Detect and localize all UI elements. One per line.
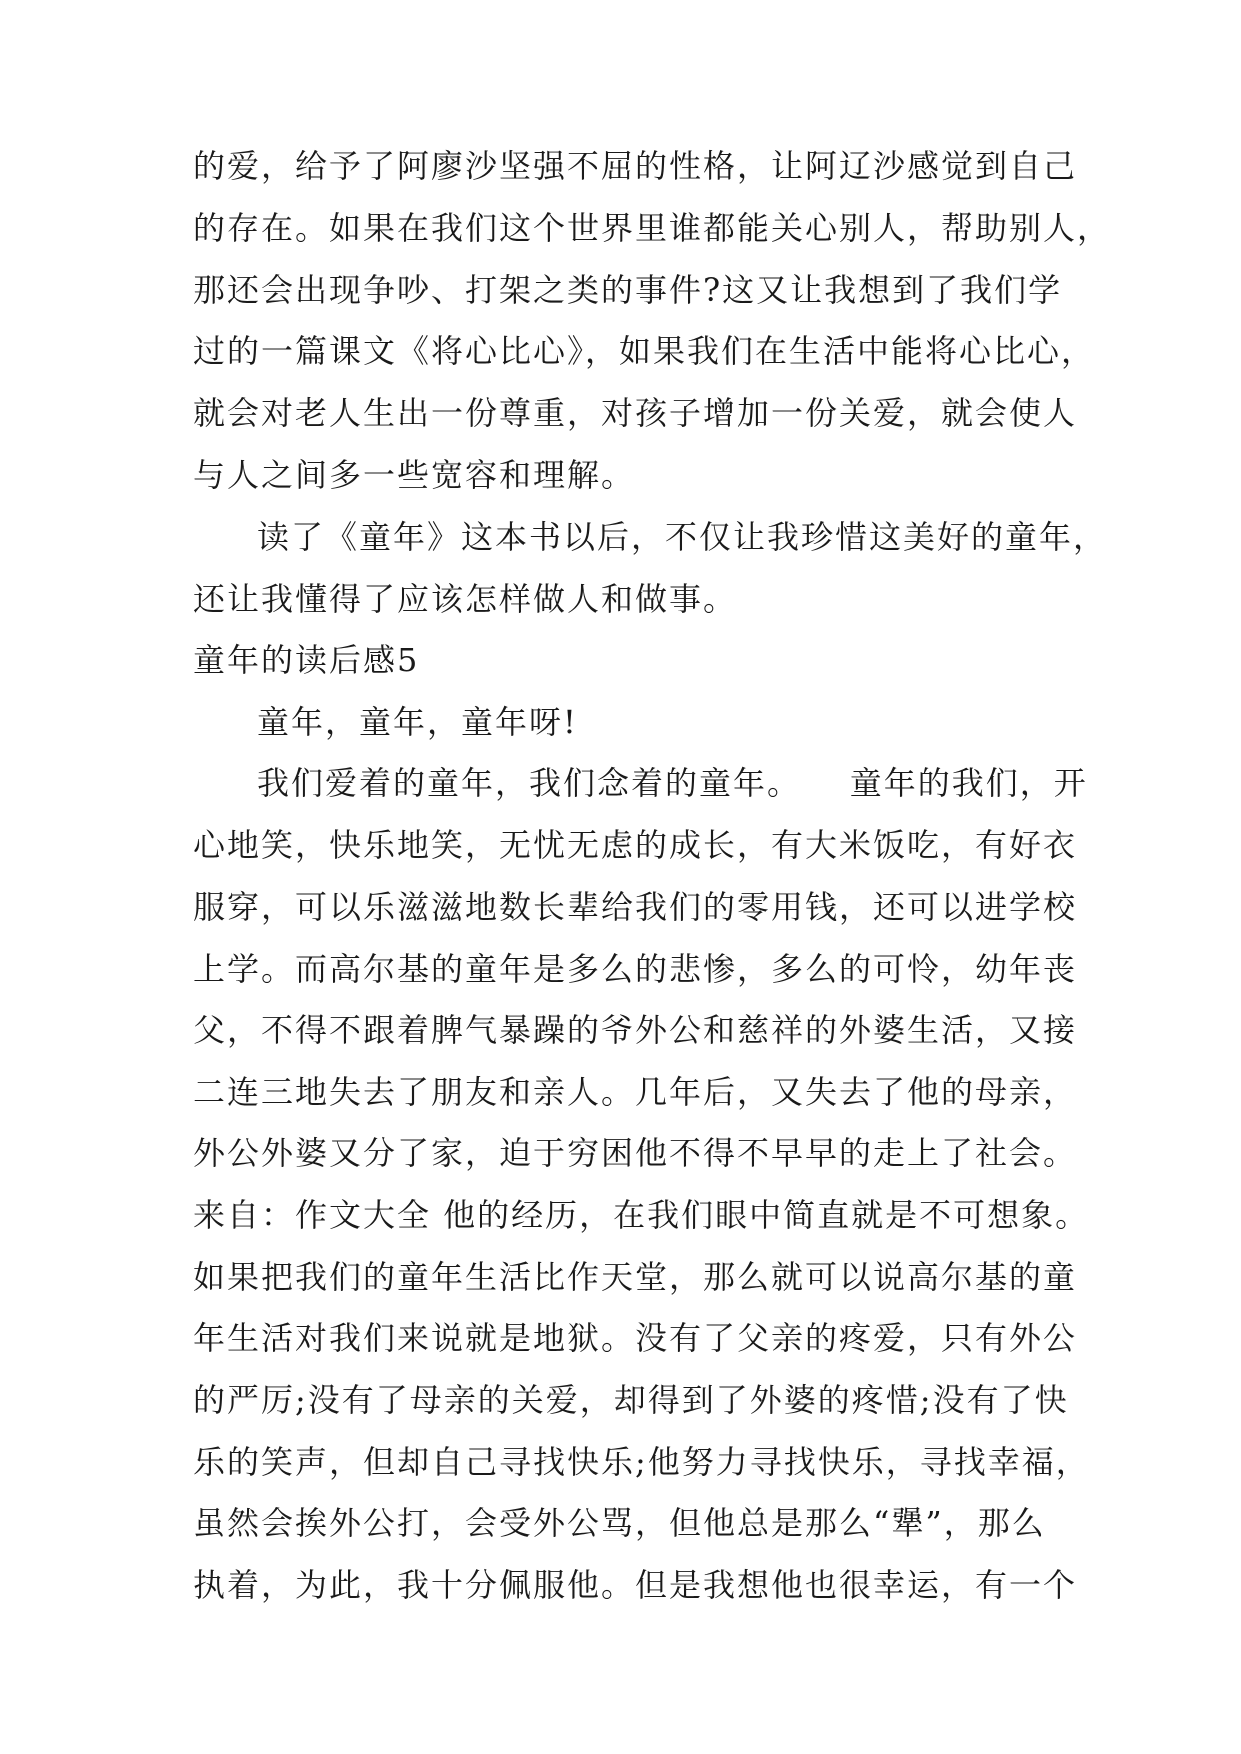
text-line: 的严厉;没有了母亲的关爱，却得到了外婆的疼惜;没有了快	[193, 1381, 1069, 1419]
text-line: 过的一篇课文《将心比心》，如果我们在生活中能将心比心，	[193, 332, 1096, 370]
text-line: 的存在。如果在我们这个世界里谁都能关心别人，帮助别人，	[193, 209, 1112, 247]
text-line: 与人之间多一些宽容和理解。	[193, 456, 636, 494]
text-line: 心地笑，快乐地笑，无忧无虑的成长，有大米饭吃，有好衣	[193, 826, 1078, 864]
paragraph-first-line: 我们爱着的童年，我们念着的童年。 童年的我们，开	[257, 764, 1088, 802]
text-line: 乐的笑声，但却自己寻找快乐;他努力寻找快乐，寻找幸福，	[193, 1443, 1090, 1481]
text-line: 虽然会挨外公打，会受外公骂，但他总是那么“犟”，那么	[193, 1504, 1046, 1542]
text-line: 服穿，可以乐滋滋地数长辈给我们的零用钱，还可以进学校	[193, 888, 1078, 926]
text-line: 执着，为此，我十分佩服他。但是我想他也很幸运，有一个	[193, 1566, 1078, 1604]
text-line: 那还会出现争吵、打架之类的事件?这又让我想到了我们学	[193, 271, 1063, 309]
text-line: 的爱，给予了阿廖沙坚强不屈的性格，让阿辽沙感觉到自己	[193, 147, 1078, 185]
text-line: 就会对老人生出一份尊重，对孩子增加一份关爱，就会使人	[193, 394, 1078, 432]
text-line: 外公外婆又分了家，迫于穷困他不得不早早的走上了社会。	[193, 1134, 1078, 1172]
text-line: 如果把我们的童年生活比作天堂，那么就可以说高尔基的童	[193, 1258, 1078, 1296]
section-heading: 童年的读后感5	[193, 641, 420, 679]
text-line: 上学。而高尔基的童年是多么的悲惨，多么的可怜，幼年丧	[193, 950, 1078, 988]
text-line: 还让我懂得了应该怎样做人和做事。	[193, 580, 738, 618]
paragraph-first-line: 童年，童年，童年呀!	[257, 703, 578, 741]
text-line: 年生活对我们来说就是地狱。没有了父亲的疼爱，只有外公	[193, 1319, 1078, 1357]
text-line: 来自：作文大全 他的经历，在我们眼中简直就是不可想象。	[193, 1196, 1090, 1234]
text-line: 二连三地失去了朋友和亲人。几年后，又失去了他的母亲，	[193, 1073, 1078, 1111]
text-line: 父，不得不跟着脾气暴躁的爷外公和慈祥的外婆生活，又接	[193, 1011, 1078, 1049]
paragraph-first-line: 读了《童年》这本书以后，不仅让我珍惜这美好的童年，	[257, 518, 1108, 556]
